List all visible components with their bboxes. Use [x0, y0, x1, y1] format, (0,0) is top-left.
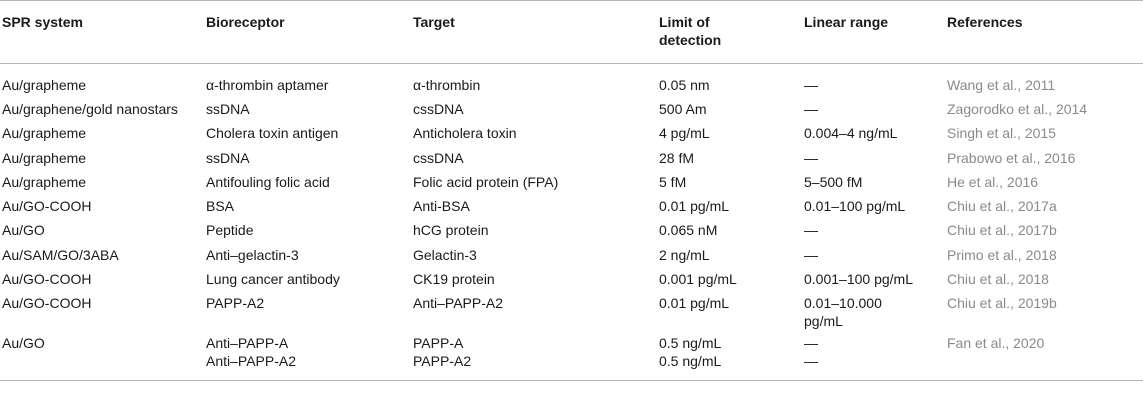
cell-system: Au/GO-COOH: [2, 295, 92, 312]
cell-reference-link[interactable]: Singh et al., 2015: [947, 125, 1056, 142]
table-row: [0, 246, 1143, 270]
table-row: [0, 100, 1143, 124]
cell-target: Folic acid protein (FPA): [413, 173, 559, 190]
cell-lod-line: 0.5 ng/mL: [659, 335, 722, 352]
cell-lod: [659, 334, 804, 381]
cell-range-line: 0.01–10.000: [804, 295, 882, 312]
cell-reference-link[interactable]: Chiu et al., 2018: [947, 271, 1049, 288]
table-row: [0, 334, 1143, 381]
cell-range: —: [804, 246, 818, 263]
table-row: [0, 294, 1143, 334]
table-row: [0, 149, 1143, 173]
cell-range: 5–500 fM: [804, 173, 863, 190]
cell-lod: 0.01 pg/mL: [659, 198, 730, 215]
cell-system: Au/GO: [2, 222, 45, 239]
cell-target: cssDNA: [413, 101, 464, 117]
header-linear-range: Linear range: [804, 14, 889, 30]
cell-bioreceptor: Anti–gelactin-3: [206, 246, 299, 263]
cell-target: [413, 334, 659, 381]
cell-system: Au/GO-COOH: [2, 271, 92, 288]
cell-target-line: PAPP-A2: [413, 353, 472, 370]
table-row: [0, 64, 1143, 101]
cell-lod: 0.065 nM: [659, 222, 718, 239]
cell-lod: 28 fM: [659, 149, 695, 166]
table-row: [0, 197, 1143, 221]
cell-lod: 0.05 nm: [659, 77, 710, 93]
cell-range: 0.001–100 pg/mL: [804, 271, 913, 288]
header-limit-of-detection: Limit of detection: [659, 14, 722, 48]
cell-bioreceptor: ssDNA: [206, 101, 250, 117]
cell-lod: 5 fM: [659, 173, 687, 190]
cell-system: Au/graphene/gold nanostars: [2, 101, 178, 117]
cell-lod: 0.001 pg/mL: [659, 271, 737, 288]
cell-lod-line: 0.5 ng/mL: [659, 353, 722, 370]
cell-system: Au/grapheme: [2, 77, 87, 93]
header-bioreceptor: Bioreceptor: [206, 14, 285, 30]
cell-range: —: [804, 77, 818, 93]
cell-reference-link[interactable]: Primo et al., 2018: [947, 246, 1057, 263]
cell-target: Gelactin-3: [413, 246, 477, 263]
cell-lod: 500 Am: [659, 101, 707, 117]
table-row: [0, 124, 1143, 148]
cell-bioreceptor-line: Anti–PAPP-A: [206, 335, 289, 352]
cell-range: —: [804, 101, 818, 117]
cell-reference-link[interactable]: He et al., 2016: [947, 173, 1039, 190]
cell-target: Anti–PAPP-A2: [413, 295, 504, 312]
cell-bioreceptor: BSA: [206, 198, 235, 215]
cell-bioreceptor-line: Anti–PAPP-A2: [206, 353, 297, 370]
cell-bioreceptor: α-thrombin aptamer: [206, 77, 329, 93]
cell-system: Au/GO-COOH: [2, 198, 92, 215]
cell-bioreceptor: Lung cancer antibody: [206, 271, 340, 288]
cell-reference-link[interactable]: Wang et al., 2011: [947, 77, 1056, 93]
cell-system: Au/grapheme: [2, 149, 87, 166]
cell-target: cssDNA: [413, 149, 464, 166]
table-row: [0, 173, 1143, 197]
cell-system: Au/GO: [2, 335, 45, 352]
cell-lod: 0.01 pg/mL: [659, 295, 730, 312]
cell-range: [804, 334, 947, 381]
cell-system: Au/grapheme: [2, 173, 87, 190]
header-target: Target: [413, 14, 455, 30]
cell-range: [804, 294, 947, 334]
cell-target-line: PAPP-A: [413, 335, 464, 352]
cell-range-line: —: [804, 335, 818, 352]
table-row: [0, 221, 1143, 245]
cell-lod: 2 ng/mL: [659, 246, 710, 263]
cell-system: Au/SAM/GO/3ABA: [2, 246, 119, 263]
cell-range: 0.01–100 pg/mL: [804, 198, 906, 215]
cell-system: Au/grapheme: [2, 125, 87, 142]
header-references: References: [947, 14, 1023, 30]
cell-bioreceptor: PAPP-A2: [206, 295, 265, 312]
cell-reference-link[interactable]: Prabowo et al., 2016: [947, 149, 1076, 166]
cell-reference-link[interactable]: Chiu et al., 2017b: [947, 222, 1057, 239]
table-header: [0, 1, 1143, 64]
cell-target: Anti-BSA: [413, 198, 470, 215]
cell-bioreceptor: Cholera toxin antigen: [206, 125, 339, 142]
cell-bioreceptor: ssDNA: [206, 149, 250, 166]
cell-reference-link[interactable]: Fan et al., 2020: [947, 335, 1045, 352]
cell-reference-link[interactable]: Zagorodko et al., 2014: [947, 101, 1088, 117]
cell-range: —: [804, 222, 818, 239]
table-row: [0, 270, 1143, 294]
cell-target: hCG protein: [413, 222, 489, 239]
cell-target: Anticholera toxin: [413, 125, 517, 142]
cell-range-line: —: [804, 353, 818, 370]
cell-reference-link[interactable]: Chiu et al., 2017a: [947, 198, 1057, 215]
cell-range-line: pg/mL: [804, 313, 843, 330]
cell-reference-link[interactable]: Chiu et al., 2019b: [947, 295, 1057, 312]
cell-bioreceptor: Antifouling folic acid: [206, 173, 330, 190]
cell-lod: 4 pg/mL: [659, 125, 710, 142]
cell-target: α-thrombin: [413, 77, 481, 93]
cell-target: CK19 protein: [413, 271, 495, 288]
cell-bioreceptor: Peptide: [206, 222, 254, 239]
cell-bioreceptor: [206, 334, 413, 381]
table-body: [0, 64, 1143, 381]
header-row: [0, 1, 1143, 64]
cell-range: —: [804, 149, 818, 166]
header-spr-system: SPR system: [2, 14, 83, 30]
cell-range: 0.004–4 ng/mL: [804, 125, 898, 142]
